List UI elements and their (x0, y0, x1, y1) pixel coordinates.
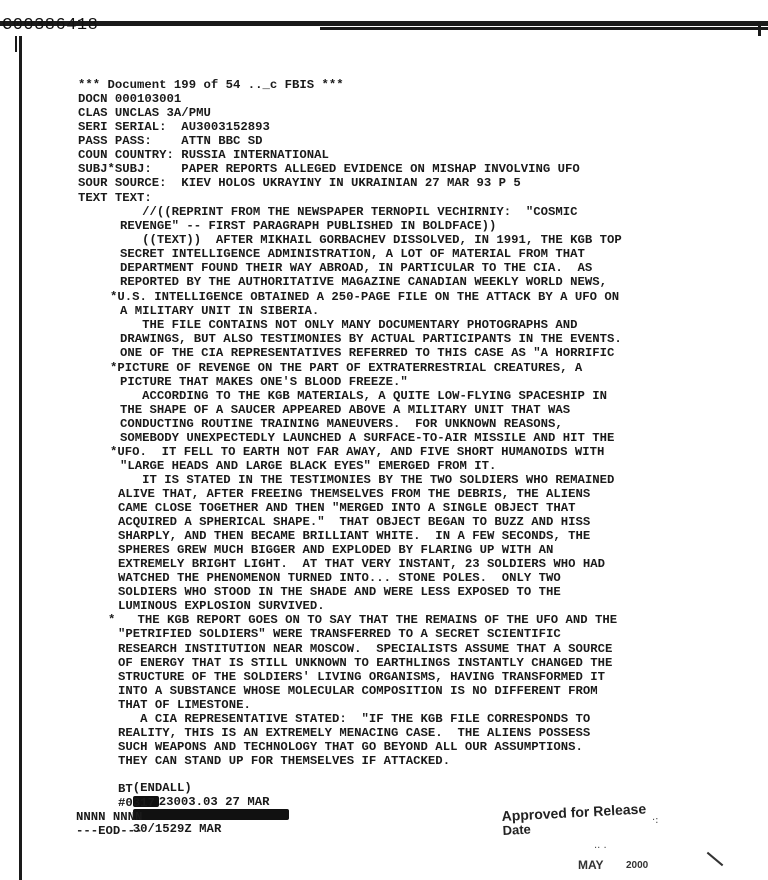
text-line: "PETRIFIED SOLDIERS" WERE TRANSFERRED TO A SECRET SCIENTIFIC (118, 627, 561, 641)
text-line: PASS PASS: ATTN BBC SD (78, 134, 263, 148)
text-line: *** Document 199 of 54 .._c FBIS *** (78, 78, 344, 92)
text-line: TEXT TEXT: (78, 191, 152, 205)
text-line: REVENGE" -- FIRST PARAGRAPH PUBLISHED IN BOLDFACE)) (120, 219, 497, 233)
stamp-year: 2000 (626, 860, 649, 871)
text-line: SUCH WEAPONS AND TECHNOLOGY THAT GO BEYOND ALL OUR ASSUMPTIONS. (118, 740, 583, 754)
text-line: *PICTURE OF REVENGE ON THE PART OF EXTRATERRESTRIAL CREATURES, A (110, 361, 583, 375)
scan-speck: .. . (594, 840, 607, 851)
text-line: * THE KGB REPORT GOES ON TO SAY THAT THE REMAINS OF THE UFO AND THE (108, 613, 618, 627)
text-line: "LARGE HEADS AND LARGE BLACK EYES" EMERGED FROM IT. (120, 459, 497, 473)
text-line: DRAWINGS, BUT ALSO TESTIMONIES BY ACTUAL PARTICIPANTS IN THE EVENTS. (120, 332, 622, 346)
text-line: ACQUIRED A SPHERICAL SHAPE." THAT OBJECT BEGAN TO BUZZ AND HISS (118, 515, 591, 529)
document-id: C00386418 (2, 16, 99, 35)
text-line: A CIA REPRESENTATIVE STATED: "IF THE KGB FILE CORRESPONDS TO (118, 712, 591, 726)
left-border-tick (15, 36, 17, 52)
stamp-month: MAY (578, 858, 604, 872)
left-border-rule (19, 36, 22, 880)
text-line: *UFO. IT FELL TO EARTH NOT FAR AWAY, AND FIVE SHORT HUMANOIDS WITH (110, 445, 605, 459)
text-line: INTO A SUBSTANCE WHOSE MOLECULAR COMPOSITION IS NO DIFFERENT FROM (118, 684, 598, 698)
text-line: EXTREMELY BRIGHT LIGHT. AT THAT VERY INSTANT, 23 SOLDIERS WHO HAD (118, 557, 606, 571)
text-line: SUBJ*SUBJ: PAPER REPORTS ALLEGED EVIDENCE ON MISHAP INVOLVING UFO (78, 162, 580, 176)
text-line: DOCN 000103001 (78, 92, 182, 106)
text-line: *U.S. INTELLIGENCE OBTAINED A 250-PAGE FILE ON THE ATTACK BY A UFO ON (110, 290, 620, 304)
text-line: CLAS UNCLAS 3A/PMU (78, 106, 211, 120)
text-line: THEY CAN STAND UP FOR THEMSELVES IF ATTACKED. (118, 754, 451, 768)
text-line: SERI SERIAL: AU3003152893 (78, 120, 270, 134)
text-line: COUN COUNTRY: RUSSIA INTERNATIONAL (78, 148, 329, 162)
text-line: STRUCTURE OF THE SOLDIERS' LIVING ORGANISMS, HAVING TRANSFORMED IT (118, 670, 606, 684)
scan-speck: ·: (652, 815, 659, 826)
text-line: ---EOD--- (76, 824, 143, 838)
text-line: BT (118, 782, 133, 796)
text-line: SECRET INTELLIGENCE ADMINISTRATION, A LOT OF MATERIAL FROM THAT (120, 247, 585, 261)
right-border-tick (758, 26, 761, 36)
text-line: REPORTED BY THE AUTHORITATIVE MAGAZINE CANADIAN WEEKLY WORLD NEWS, (120, 275, 608, 289)
text-line: SHARPLY, AND THEN BECAME BRILLIANT WHITE. IN A FEW SECONDS, THE (118, 529, 591, 543)
top-border-rule (0, 21, 768, 26)
text-line: THE SHAPE OF A SAUCER APPEARED ABOVE A MILITARY UNIT THAT WAS (120, 403, 571, 417)
text-line: IT IS STATED IN THE TESTIMONIES BY THE TWO SOLDIERS WHO REMAINED (120, 473, 615, 487)
text-line: SOLDIERS WHO STOOD IN THE SHADE AND WERE LESS EXPOSED TO THE (118, 585, 561, 599)
text-line: NNNN NNNN (76, 810, 143, 824)
text-line: //((REPRINT FROM THE NEWSPAPER TERNOPIL VECHIRNIY: "COSMIC (120, 205, 578, 219)
text-line: SOUR SOURCE: KIEV HOLOS UKRAYINY IN UKRAINIAN 27 MAR 93 P 5 (78, 176, 521, 190)
text-line: RESEARCH INSTITUTION NEAR MOSCOW. SPECIALISTS ASSUME THAT A SOURCE (118, 642, 613, 656)
text-line: THAT OF LIMESTONE. (118, 698, 251, 712)
endall-prefix: (ENDALL) (132, 781, 192, 796)
text-line: PICTURE THAT MAKES ONE'S BLOOD FREEZE." (120, 375, 408, 389)
text-line: ONE OF THE CIA REPRESENTATIVES REFERRED TO THIS CASE AS "A HORRIFIC (120, 346, 615, 360)
text-line: ALIVE THAT, AFTER FREEING THEMSELVES FROM THE DEBRIS, THE ALIENS (118, 487, 591, 501)
text-line: REALITY, THIS IS AN EXTREMELY MENACING CASE. THE ALIENS POSSESS (118, 726, 591, 740)
text-line: #0317 (118, 796, 155, 810)
endall-time: 30/1529Z MAR (132, 821, 222, 836)
top-border-rule-secondary (320, 27, 768, 30)
text-line: WATCHED THE PHENOMENON TURNED INTO... STONE POLES. ONLY TWO (118, 571, 561, 585)
text-line: ACCORDING TO THE KGB MATERIALS, A QUITE LOW-FLYING SPACESHIP IN (120, 389, 608, 403)
text-line: CONDUCTING ROUTINE TRAINING MANEUVERS. FOR UNKNOWN REASONS, (120, 417, 563, 431)
text-line: DEPARTMENT FOUND THEIR WAY ABROAD, IN PARTICULAR TO THE CIA. AS (120, 261, 593, 275)
text-line: A MILITARY UNIT IN SIBERIA. (120, 304, 320, 318)
text-line: LUMINOUS EXPLOSION SURVIVED. (118, 599, 325, 613)
stamp-date-label: Date (502, 821, 532, 838)
redaction-bar (133, 809, 289, 820)
text-line: OF ENERGY THAT IS STILL UNKNOWN TO EARTHLINGS INSTANTLY CHANGED THE (118, 656, 613, 670)
text-line: THE FILE CONTAINS NOT ONLY MANY DOCUMENTARY PHOTOGRAPHS AND (120, 318, 578, 332)
text-line: SPHERES GREW MUCH BIGGER AND EXPLODED BY FLARING UP WITH AN (118, 543, 554, 557)
text-line: CAME CLOSE TOGETHER AND THEN "MERGED INTO A SINGLE OBJECT THAT (118, 501, 576, 515)
text-line: ((TEXT)) AFTER MIKHAIL GORBACHEV DISSOLVED, IN 1991, THE KGB TOP (120, 233, 622, 247)
text-line: SOMEBODY UNEXPECTEDLY LAUNCHED A SURFACE-TO-AIR MISSILE AND HIT THE (120, 431, 615, 445)
endall-reference: 23003.03 27 MAR (158, 794, 270, 809)
scan-mark (707, 852, 724, 866)
approved-release-stamp: Approved for Release (501, 800, 647, 824)
